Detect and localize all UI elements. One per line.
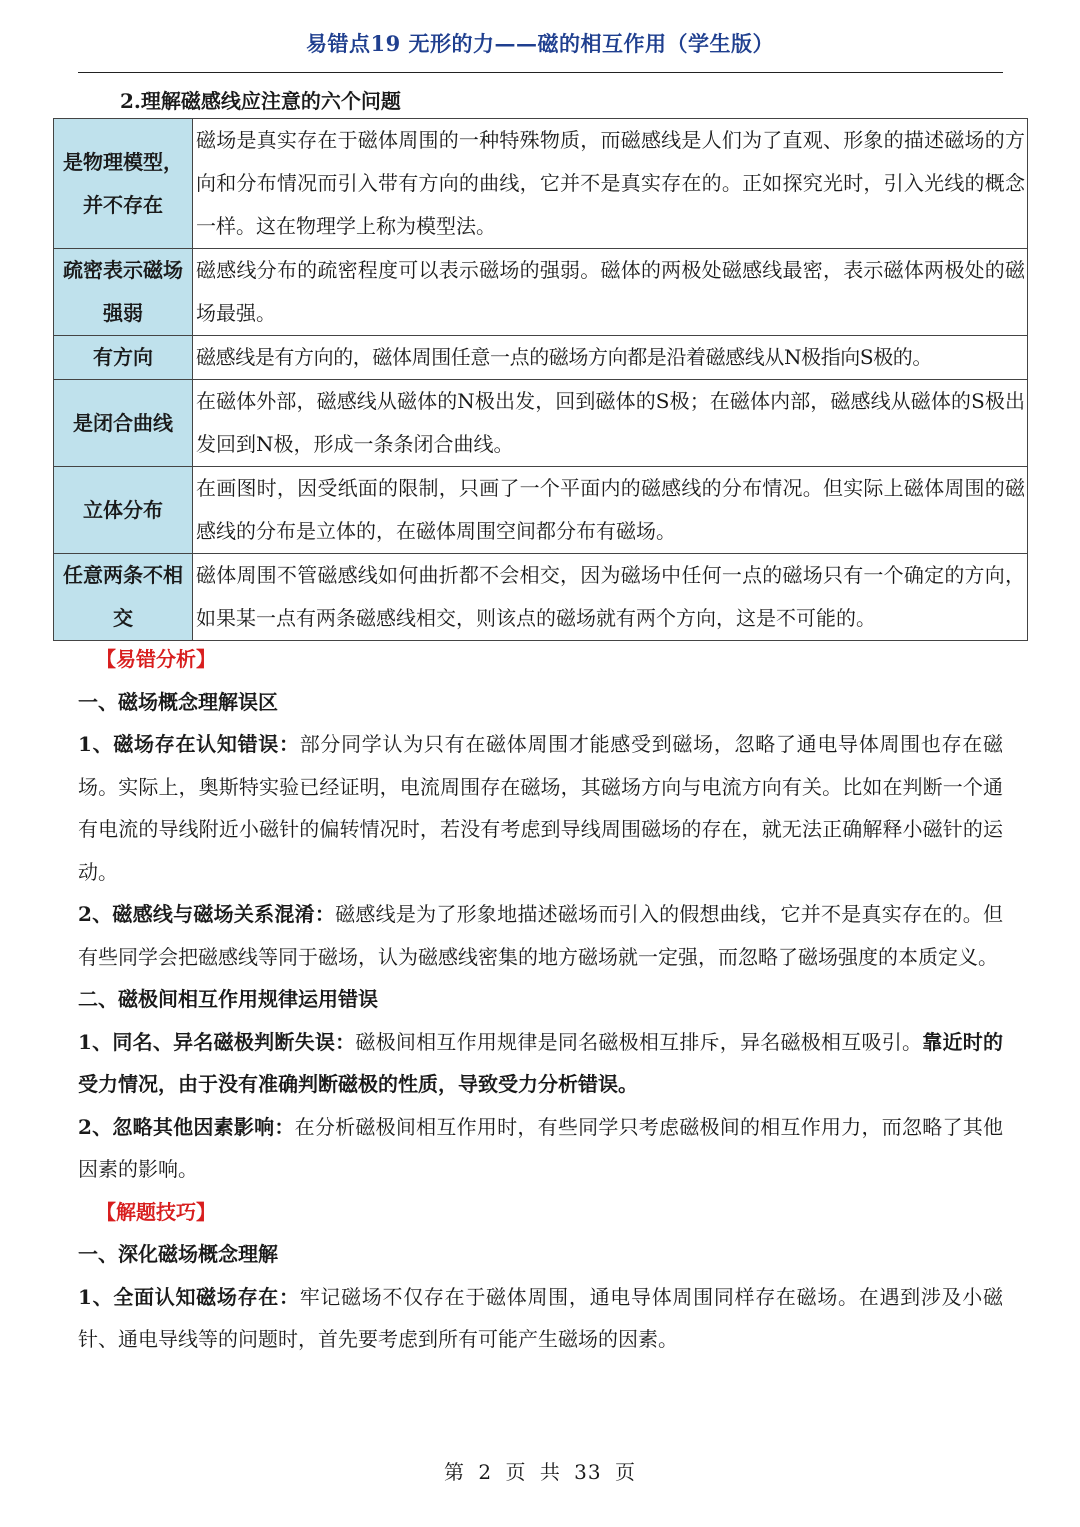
paragraph-text: 磁感线是为了形象地描述磁场而引入的假想曲线，它并不是真实存在的。但有些同学会把磁感线等同于磁场，认为磁感线密集的地方磁场就一定强，而忽略了磁场强度的本质定义。 (78, 902, 1004, 969)
table-row (54, 467, 1028, 554)
row-description: 磁感线分布的疏密程度可以表示磁场的强弱。磁体的两极处磁感线最密，表示磁体两极处的磁场最强。 (193, 249, 1028, 336)
row-label: 是物理模型，并不存在 (54, 119, 193, 249)
footer-prefix: 第 (444, 1460, 465, 1484)
analysis-paragraph-3 (78, 1021, 1003, 1106)
analysis-paragraph-4 (78, 1106, 1003, 1191)
footer-total-label: 共 (539, 1460, 561, 1484)
body-content (78, 638, 1003, 1361)
tips-paragraph-1 (78, 1276, 1003, 1361)
paragraph-text: 在分析磁极间相互作用时，有些同学只考虑磁极间的相互作用力，而忽略了其他因素的影响。 (78, 1114, 1003, 1181)
footer-total-pages: 33 (574, 1460, 602, 1484)
table-row (54, 249, 1028, 336)
paragraph-emphasis: 靠近时的受力情况，由于没有准确判断磁极的性质，导致受力分析错误。 (78, 1029, 1004, 1096)
row-label: 是闭合曲线 (54, 380, 193, 467)
row-description: 磁场是真实存在于磁体周围的一种特殊物质，而磁感线是人们为了直观、形象的描述磁场的方向和分布情况而引入带有方向的曲线，它并不是真实存在的。正如探究光时，引入光线的概念一样。这在物理学上称为模型法。 (193, 119, 1028, 249)
row-description: 磁体周围不管磁感线如何曲折都不会相交，因为磁场中任何一点的磁场只有一个确定的方向，如果某一点有两条磁感线相交，则该点的磁场就有两个方向，这是不可能的。 (193, 554, 1028, 641)
row-description: 磁感线是有方向的，磁体周围任意一点的磁场方向都是沿着磁感线从N极指向S极的。 (193, 336, 1028, 380)
table-row (54, 380, 1028, 467)
paragraph-lead: 2、忽略其他因素影响： (78, 1114, 295, 1139)
row-label: 立体分布 (54, 467, 193, 554)
row-label: 疏密表示磁场强弱 (54, 249, 193, 336)
paragraph-lead: 1、同名、异名磁极判断失误： (78, 1029, 356, 1054)
analysis-paragraph-2 (78, 893, 1003, 978)
tips-heading-1: 一、深化磁场概念理解 (78, 1242, 278, 1266)
footer-page-number: 2 (478, 1460, 493, 1484)
page-header-title: 易错点19 无形的力——磁的相互作用（学生版） (305, 31, 775, 56)
header-rule (78, 72, 1003, 73)
section-title: 2.理解磁感线应注意的六个问题 (120, 89, 401, 113)
magnetic-lines-table (53, 118, 1028, 641)
analysis-paragraph-1 (78, 723, 1003, 893)
row-label: 有方向 (54, 336, 193, 380)
paragraph-text: 部分同学认为只有在磁体周围才能感受到磁场，忽略了通电导体周围也存在磁场。实际上，奥斯特实验已经证明，电流周围存在磁场，其磁场方向与电流方向有关。比如在判断一个通有电流的导线附近小磁针的偏转情况时，若没有考虑到导线周围磁场的存在，就无法正确解释小磁针的运动。 (78, 732, 1003, 884)
paragraph-lead: 1、全面认知磁场存在： (78, 1284, 300, 1309)
row-label: 任意两条不相交 (54, 554, 193, 641)
analysis-tag: 【易错分析】 (96, 647, 216, 671)
tips-tag: 【解题技巧】 (96, 1199, 216, 1224)
table-row (54, 336, 1028, 380)
footer-mid: 页 (505, 1460, 527, 1484)
analysis-heading-2: 二、磁极间相互作用规律运用错误 (78, 987, 378, 1011)
paragraph-text: 磁极间相互作用规律是同名磁极相互排斥，异名磁极相互吸引。 (355, 1029, 923, 1054)
paragraph-lead: 1、磁场存在认知错误： (78, 732, 300, 756)
footer-suffix: 页 (614, 1460, 636, 1484)
paragraph-lead: 2、磁感线与磁场关系混淆： (78, 902, 336, 926)
paragraph-text: 牢记磁场不仅存在于磁体周围，通电导体周围同样存在磁场。在遇到涉及小磁针、通电导线等的问题时，首先要考虑到所有可能产生磁场的因素。 (78, 1284, 1003, 1351)
row-description: 在画图时，因受纸面的限制，只画了一个平面内的磁感线的分布情况。但实际上磁体周围的磁感线的分布是立体的，在磁体周围空间都分布有磁场。 (193, 467, 1028, 554)
table-row (54, 554, 1028, 641)
page-footer (0, 1456, 1080, 1485)
table-row (54, 119, 1028, 249)
row-description: 在磁体外部，磁感线从磁体的N极出发，回到磁体的S极；在磁体内部，磁感线从磁体的S极出发回到N极，形成一条条闭合曲线。 (193, 380, 1028, 467)
analysis-heading-1: 一、磁场概念理解误区 (78, 689, 278, 714)
